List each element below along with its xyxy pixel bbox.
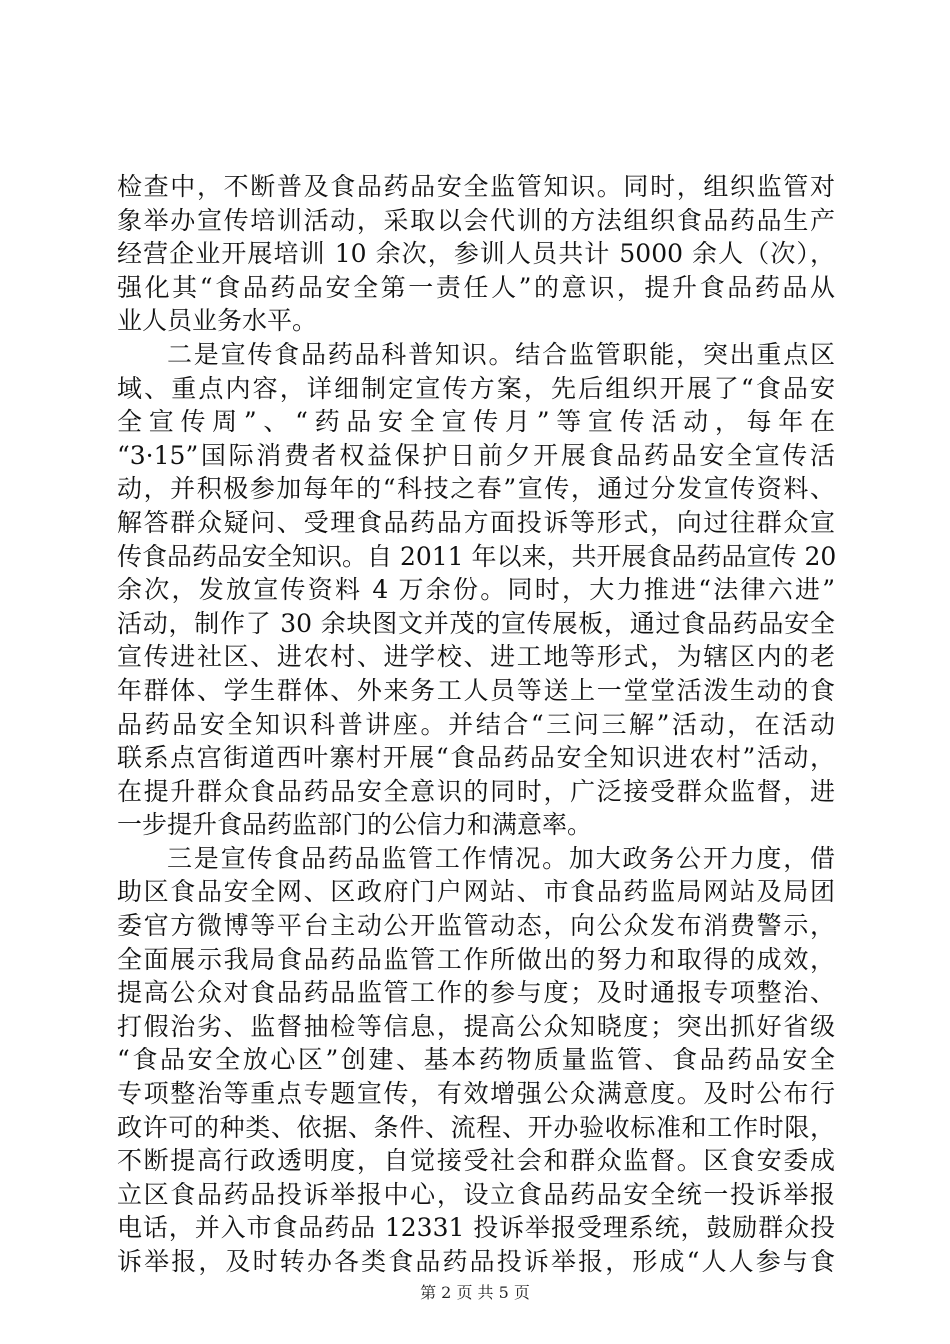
text-line: 动，并积极参加每年的“科技之春”宣传，通过分发宣传资料、 xyxy=(117,474,835,504)
text-line: 政许可的种类、依据、条件、流程、开办验收标准和工作时限， xyxy=(117,1112,835,1142)
text-line: 年群体、学生群体、外来务工人员等送上一堂堂活泼生动的食 xyxy=(117,675,835,705)
page-number-footer: 第 2 页 共 5 页 xyxy=(420,1283,530,1302)
text-line: “3·15”国际消费者权益保护日前夕开展食品药品安全宣传活 xyxy=(117,440,835,470)
text-line: 域、重点内容，详细制定宣传方案，先后组织开展了“食品安 xyxy=(117,373,835,403)
text-line: 电话，并入市食品药品 12331 投诉举报受理系统，鼓励群众投 xyxy=(117,1213,835,1243)
text-line: 诉举报，及时转办各类食品药品投诉举报，形成“人人参与食 xyxy=(117,1247,835,1276)
text-line: 强化其“食品药品安全第一责任人”的意识，提升食品药品从 xyxy=(117,272,835,302)
text-line: 象举办宣传培训活动，采取以会代训的方法组织食品药品生产 xyxy=(117,205,835,235)
text-line: 委官方微博等平台主动公开监管动态，向公众发布消费警示， xyxy=(117,911,835,941)
text-line: “食品安全放心区”创建、基本药物质量监管、食品药品安全 xyxy=(117,1045,835,1075)
text-line: 在提升群众食品药品安全意识的同时，广泛接受群众监督，进 xyxy=(117,776,835,806)
text-line: 全宣传周”、“药品安全宣传月”等宣传活动，每年在 xyxy=(117,407,835,437)
text-line: 专项整治等重点专题宣传，有效增强公众满意度。及时公布行 xyxy=(117,1079,835,1109)
text-line: 检查中，不断普及食品药品安全监管知识。同时，组织监管对 xyxy=(117,172,835,201)
text-line: 助区食品安全网、区政府门户网站、市食品药监局网站及局团 xyxy=(117,877,835,907)
text-line: 不断提高行政透明度，自觉接受社会和群众监督。区食安委成 xyxy=(117,1146,835,1176)
text-line: 品药品安全知识科普讲座。并结合“三问三解”活动，在活动 xyxy=(117,709,835,739)
text-line: 经营企业开展培训 10 余次，参训人员共计 5000 余人（次）， xyxy=(117,239,835,269)
text-line: 传食品药品安全知识。自 2011 年以来，共开展食品药品宣传 20 xyxy=(117,541,837,571)
paragraph-first-line: 二是宣传食品药品科普知识。结合监管职能，突出重点区 xyxy=(167,339,835,369)
paragraph-first-line: 三是宣传食品药品监管工作情况。加大政务公开力度，借 xyxy=(167,843,835,873)
text-line: 立区食品药品投诉举报中心，设立食品药品安全统一投诉举报 xyxy=(117,1179,835,1209)
text-line: 业人员业务水平。 xyxy=(117,306,318,336)
text-line: 提高公众对食品药品监管工作的参与度；及时通报专项整治、 xyxy=(117,978,835,1008)
text-line: 全面展示我局食品药品监管工作所做出的努力和取得的成效， xyxy=(117,944,835,974)
text-line: 解答群众疑问、受理食品药品方面投诉等形式，向过往群众宣 xyxy=(117,507,835,537)
body-text xyxy=(117,170,835,1279)
text-line: 宣传进社区、进农村、进学校、进工地等形式，为辖区内的老 xyxy=(117,642,835,672)
text-line: 活动，制作了 30 余块图文并茂的宣传展板，通过食品药品安全 xyxy=(117,608,835,638)
text-line: 打假治劣、监督抽检等信息，提高公众知晓度；突出抓好省级 xyxy=(117,1011,835,1041)
text-line: 联系点宫街道西叶寨村开展“食品药品安全知识进农村”活动， xyxy=(117,743,835,773)
text-line: 余次，发放宣传资料 4 万余份。同时，大力推进“法律六进” xyxy=(117,575,835,605)
text-line: 一步提升食品药监部门的公信力和满意率。 xyxy=(117,810,593,840)
